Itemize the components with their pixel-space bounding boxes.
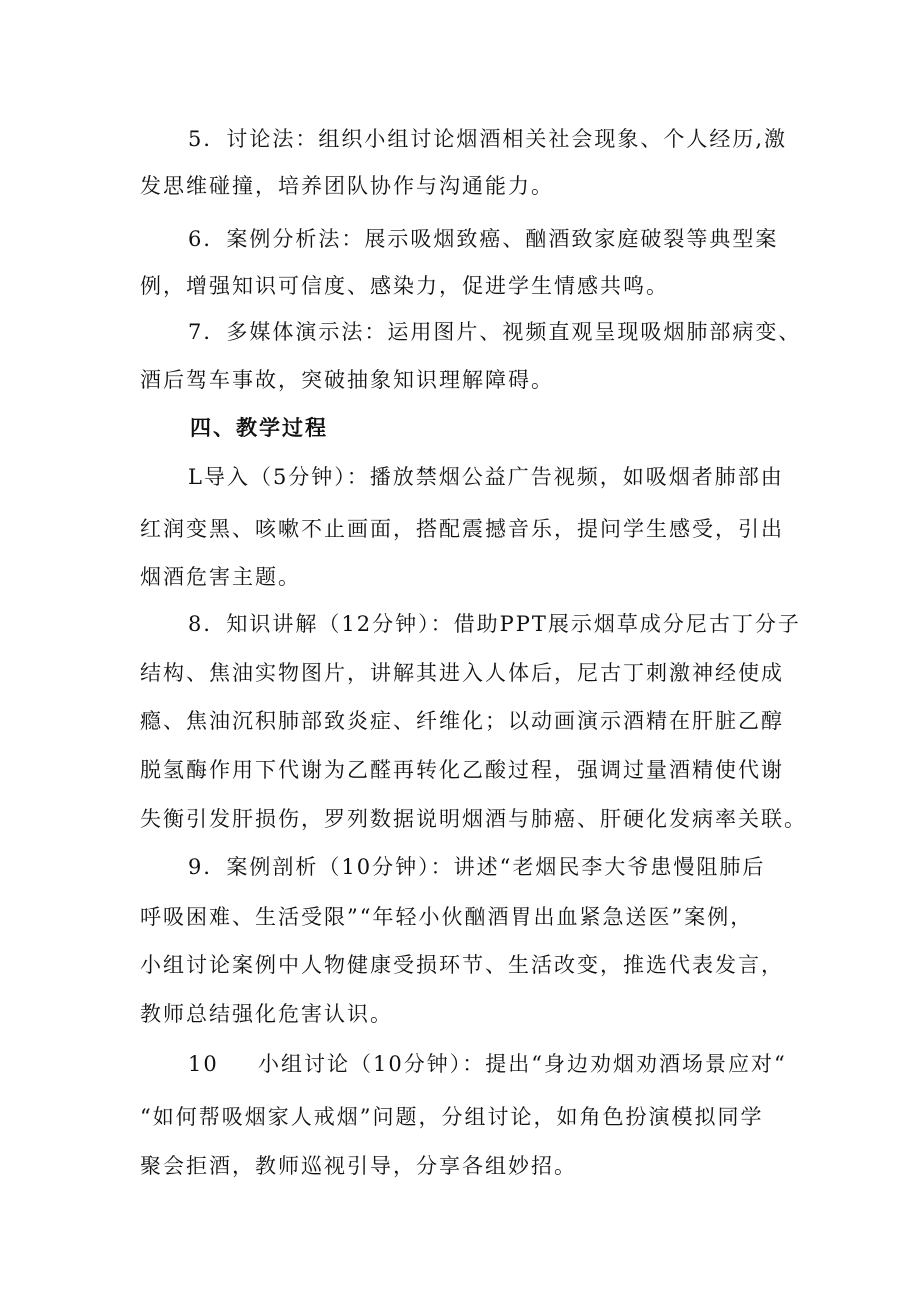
paragraph-5-line-2: 发思维碰撞，培养团队协作与沟通能力。 <box>140 174 554 198</box>
paragraph-8-line-1: 8．知识讲解（12分钟）：借助PPT展示烟草成分尼古丁分子 <box>188 612 801 636</box>
paragraph-7-line-2: 酒后驾车事故，突破抽象知识理解障碍。 <box>140 368 554 392</box>
paragraph-9-line-2: 呼吸困难、生活受限”“年轻小伙酗酒胃出血紧急送医”案例， <box>140 905 754 929</box>
paragraph-10-line-1: 小组讨论（10分钟）：提出“身边劝烟劝酒场景应对“ <box>258 1052 787 1076</box>
paragraph-5-line-1: 5．讨论法：组织小组讨论烟酒相关社会现象、个人经历,激 <box>188 127 788 151</box>
paragraph-10-number: 10 <box>188 1052 219 1076</box>
paragraph-9-line-1: 9．案例剖析（10分钟）：讲述“老烟民李大爷患慢阻肺后 <box>188 855 766 879</box>
paragraph-8-line-4: 脱氢酶作用下代谢为乙醛再转化乙酸过程，强调过量酒精使代谢 <box>140 758 784 782</box>
paragraph-intro-line-3: 烟酒危害主题。 <box>140 565 301 589</box>
paragraph-intro-line-2: 红润变黑、咳嗽不止画面，搭配震撼音乐，提问学生感受，引出 <box>140 517 784 541</box>
paragraph-10-line-2: “如何帮吸烟家人戒烟”问题，分组讨论，如角色扮演模拟同学 <box>140 1105 764 1129</box>
paragraph-6-line-2: 例，增强知识可信度、感染力，促进学生情感共鸣。 <box>140 274 669 298</box>
paragraph-8-line-2: 结构、焦油实物图片，讲解其进入人体后，尼古丁刺激神经使成 <box>140 661 784 685</box>
paragraph-10-line-3: 聚会拒酒，教师巡视引导，分享各组妙招。 <box>140 1154 577 1178</box>
section-heading: 四、教学过程 <box>190 415 328 440</box>
paragraph-6-line-1: 6．案例分析法：展示吸烟致癌、酗酒致家庭破裂等典型案 <box>188 227 779 251</box>
paragraph-8-line-5: 失衡引发肝损伤，罗列数据说明烟酒与肺癌、肝硬化发病率关联。 <box>140 807 807 831</box>
paragraph-intro-line-1: L导入（5分钟）：播放禁烟公益广告视频，如吸烟者肺部由 <box>188 465 784 489</box>
paragraph-9-line-4: 教师总结强化危害认识。 <box>140 1002 393 1026</box>
paragraph-8-line-3: 瘾、焦油沉积肺部致炎症、纤维化；以动画演示酒精在肝脏乙醇 <box>140 709 784 733</box>
paragraph-9-line-3: 小组讨论案例中人物健康受损环节、生活改变，推选代表发言， <box>140 953 784 977</box>
paragraph-7-line-1: 7．多媒体演示法：运用图片、视频直观呈现吸烟肺部病变、 <box>188 320 802 344</box>
